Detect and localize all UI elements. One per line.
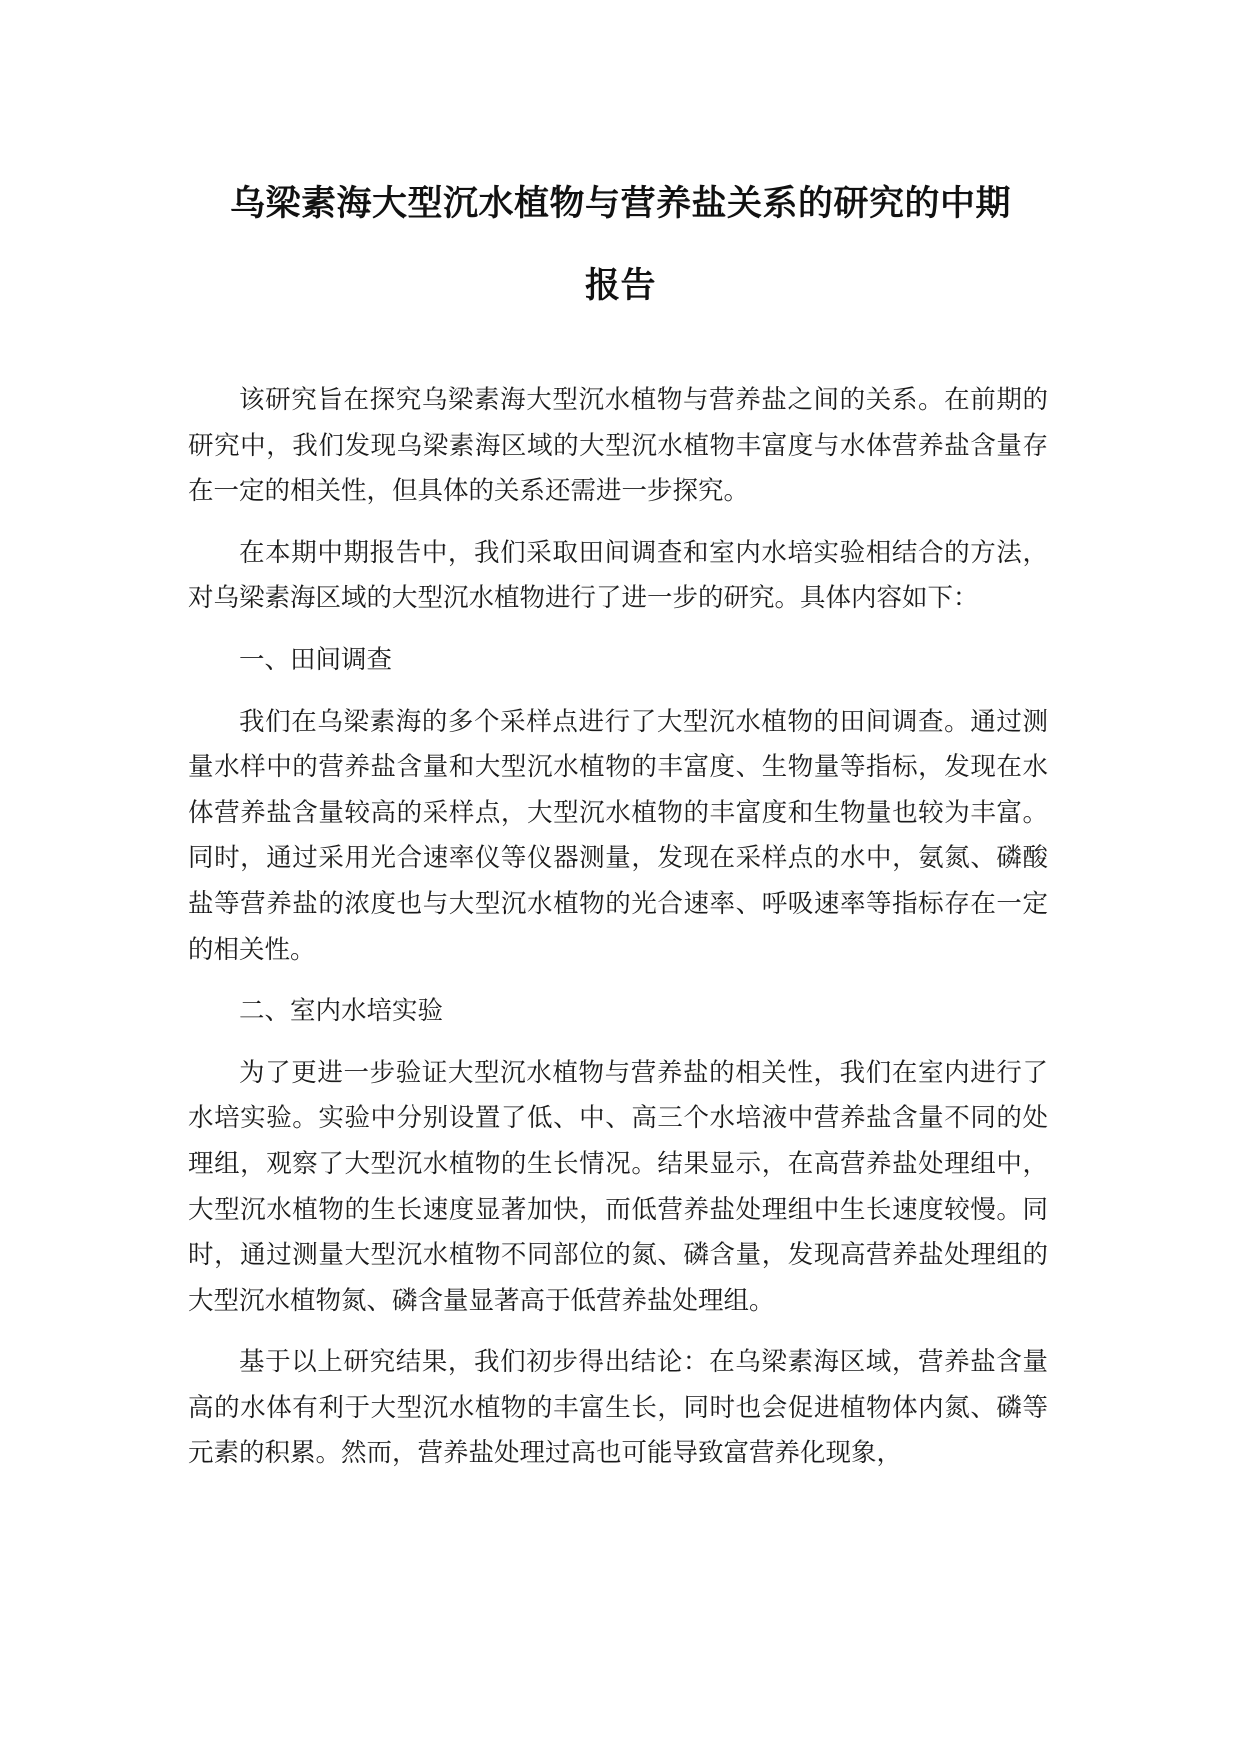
paragraph-conclusion: 基于以上研究结果，我们初步得出结论：在乌梁素海区域，营养盐含量高的水体有利于大型沉水植物的丰富生长，同时也会促进植物体内氮、磷等元素的积累。然而，营养盐处理过高也可能导致富营养化现象， [188,1347,1048,1469]
document-title-line2: 报告 [584,266,656,306]
paragraph-methods: 在本期中期报告中，我们采取田间调查和室内水培实验相结合的方法，对乌梁素海区域的大型沉水植物进行了进一步的研究。具体内容如下： [188,537,1048,614]
section-heading-hydroponic: 二、室内水培实验 [239,996,444,1027]
paragraph-intro: 该研究旨在探究乌梁素海大型沉水植物与营养盐之间的关系。在前期的研究中，我们发现乌梁素海区域的大型沉水植物丰富度与水体营养盐含量存在一定的相关性，但具体的关系还需进一步探究。 [188,385,1048,507]
section-heading-field-survey: 一、田间调查 [239,644,393,675]
paragraph-hydroponic: 为了更进一步验证大型沉水植物与营养盐的相关性，我们在室内进行了水培实验。实验中分别设置了低、中、高三个水培液中营养盐含量不同的处理组，观察了大型沉水植物的生长情况。结果显示，在高营养盐处理组中，大型沉水植物的生长速度显著加快，而低营养盐处理组中生长速度较慢。同时，通过测量大型沉水植物不同部位的氮、磷含量，发现高营养盐处理组的大型沉水植物氮、磷含量显著高于低营养盐处理组。 [188,1057,1048,1316]
document-body [188,378,1048,1493]
document-title-line1: 乌梁素海大型沉水植物与营养盐关系的研究的中期 [229,184,1011,224]
paragraph-field-survey: 我们在乌梁素海的多个采样点进行了大型沉水植物的田间调查。通过测量水样中的营养盐含量和大型沉水植物的丰富度、生物量等指标，发现在水体营养盐含量较高的采样点，大型沉水植物的丰富度和生物量也较为丰富。同时，通过采用光合速率仪等仪器测量，发现在采样点的水中，氨氮、磷酸盐等营养盐的浓度也与大型沉水植物的光合速率、呼吸速率等指标存在一定的相关性。 [188,706,1048,965]
